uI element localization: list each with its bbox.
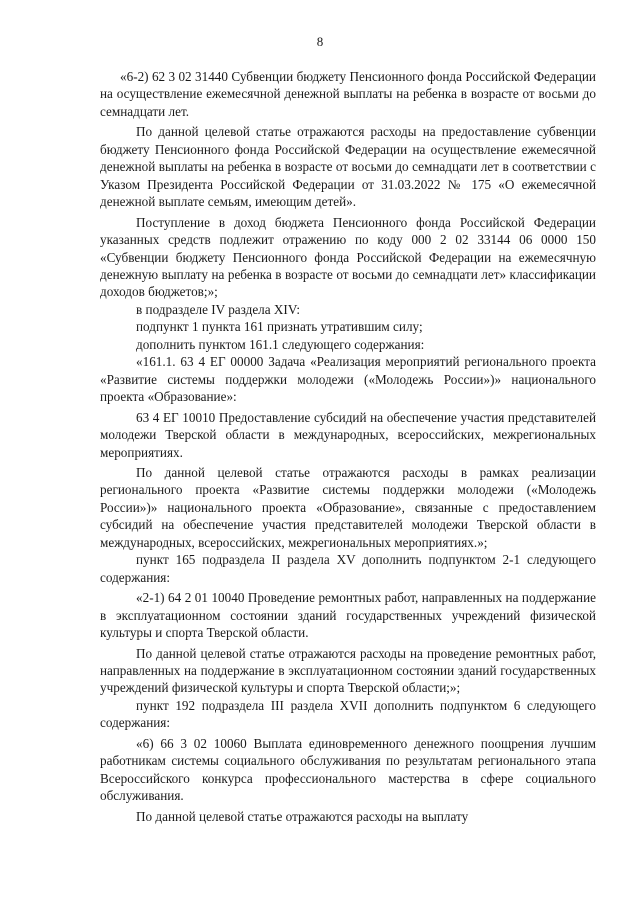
paragraph: «6-2) 62 3 02 31440 Субвенции бюджету Пенсионного фонда Российской Федерации на осуществление ежемесячной денежной выплаты на ребенка в возрасте от восьми до семнадцати лет. (100, 69, 596, 119)
paragraph: подпункт 1 пункта 161 признать утратившим силу; (136, 319, 423, 335)
paragraph: По данной целевой статье отражаются расходы в рамках реализации регионального проекта «Развитие системы поддержки молодежи («Молодежь России»)» национального проекта «Образование», связанные с предоставлением субсидий на обеспечение участия представителей молодежи Тверской области в международных, всероссийских, межрегиональных мероприятиях.»; (100, 464, 596, 550)
paragraph: По данной целевой статье отражаются расходы на проведение ремонтных работ, направленных на поддержание в эксплуатационном состоянии зданий государственных учреждений физической культуры и спорта Тверской области;»; (100, 645, 596, 696)
paragraph: дополнить пунктом 161.1 следующего содержания: (136, 336, 425, 352)
paragraph: пункт 165 подраздела II раздела XV дополнить подпунктом 2-1 следующего содержания: (100, 552, 596, 585)
paragraph: «2-1) 64 2 01 10040 Проведение ремонтных работ, направленных на поддержание в эксплуатационном состоянии зданий государственных учреждений физической культуры и спорта Тверской области. (100, 590, 596, 641)
paragraph: По данной целевой статье отражаются расходы на предоставление субвенции бюджету Пенсионного фонда Российской Федерации на осуществление ежемесячной денежной выплаты на ребенка в возрасте от восьми до семнадцати лет в соответствии с Указом Президента Российской Федерации от 31.03.2022 № 175 «О ежемесячной денежной выплате семьям, имеющим детей». (100, 124, 596, 210)
page-number: 8 (316, 34, 324, 49)
paragraph: пункт 192 подраздела III раздела XVII дополнить подпунктом 6 следующего содержания: (100, 697, 596, 731)
paragraph: Поступление в доход бюджета Пенсионного фонда Российской Федерации указанных средств подлежит отражению по коду 000 2 02 33144 06 0000 150 «Субвенции бюджету Пенсионного фонда Российской Федерации на ежемесячную денежную выплату на ребенка в возрасте от восьми до семнадцати лет» классификации доходов бюджетов;»; (100, 214, 596, 300)
paragraph: в подразделе IV раздела XIV: (136, 301, 301, 317)
paragraph: «161.1. 63 4 ЕГ 00000 Задача «Реализация мероприятий регионального проекта «Развитие системы поддержки молодежи («Молодежь России»)» национального проекта «Образование»: (100, 354, 596, 405)
paragraph: По данной целевой статье отражаются расходы на выплату (136, 808, 469, 824)
paragraph: 63 4 ЕГ 10010 Предоставление субсидий на обеспечение участия представителей молодежи Тверской области в международных, всероссийских, межрегиональных мероприятиях. (100, 409, 596, 460)
paragraph: «6) 66 3 02 10060 Выплата единовременного денежного поощрения лучшим работникам системы социального обслуживания по результатам регионального этапа Всероссийского конкурса профессионального мастерства в сфере социального обслуживания. (100, 735, 596, 804)
document-body (100, 68, 596, 825)
